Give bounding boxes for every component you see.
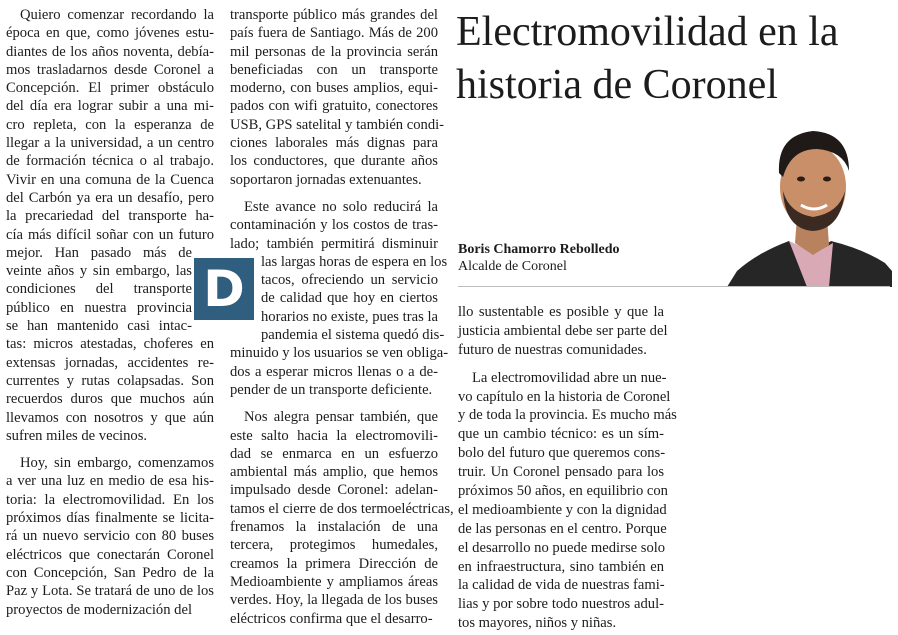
article-column-1 <box>6 6 214 619</box>
article-text-line: Concepción. El primer obstáculo <box>6 80 214 97</box>
article-text-line: eléctricos confirma que el desarro- <box>230 610 433 627</box>
paragraph-spacer <box>6 445 214 454</box>
article-text-line: y de toda la provincia. Es mucho más <box>458 407 677 424</box>
article-text-line: próximos 50 años, en equilibrio con <box>458 483 668 500</box>
article-text-line: de calidad que hoy en ciertos <box>261 290 438 307</box>
article-text-line: toria: la electromovilidad. En los <box>6 491 214 508</box>
article-text-line: llegar a la universidad, a un centro <box>6 135 214 152</box>
author-role: Alcalde de Coronel <box>458 259 567 274</box>
article-text-line: público en nuestra provincia <box>6 299 192 316</box>
article-text-line: del Carbón ya era un desafío, pero <box>6 189 214 206</box>
article-text-line: futuro de nuestras comunidades. <box>458 341 647 358</box>
article-text-line: eléctricos que conectarán Coronel <box>6 546 214 563</box>
article-text-line: tas: micros atestadas, choferes en <box>6 336 214 353</box>
article-text-line: se han mantenido casi intac- <box>6 318 192 335</box>
article-title <box>456 6 896 112</box>
article-text-line: currentes y rutas colapsadas. Son <box>6 372 214 389</box>
article-text-line: tamos el cierre de dos termoeléctricas, <box>230 500 454 517</box>
article-text-line: diantes de los años noventa, debía- <box>6 43 214 60</box>
article-text-line: del día era lograr subir a una mi- <box>6 98 214 115</box>
article-text-line: en infraestructura, sino también en <box>458 558 664 575</box>
article-text-line: cro repleta, con la esperanza de <box>6 116 214 133</box>
article-text-line: Hoy, sin embargo, comenzamos <box>20 455 214 472</box>
article-text-line: dos a esperar micros llenas o a de- <box>230 363 438 380</box>
article-text-line: tos mayores, niños y niñas. <box>458 615 617 632</box>
paragraph-spacer <box>458 360 664 369</box>
article-text-line: justicia ambiental debe ser parte del <box>458 322 668 339</box>
article-text-line: soportaron jornadas extenuantes. <box>230 171 422 188</box>
article-text-line: Vivir en una comuna de la Cuenca <box>6 171 214 188</box>
article-text-line: USB, GPS satelital y también condi- <box>230 116 445 133</box>
author-name: Boris Chamorro Rebolledo <box>458 242 620 257</box>
article-text-line: llo sustentable es posible y que la <box>458 304 664 320</box>
article-text-line: la precariedad del transporte ha- <box>6 208 214 225</box>
article-text-line: de formación técnica o al trabajo. <box>6 153 214 170</box>
article-text-line: el medioambiente y con la dignidad <box>458 501 667 518</box>
article-text-line: horarios no existe, pues tras la <box>261 308 438 325</box>
article-text-line: minuido y los usuarios se ven obliga- <box>230 345 449 362</box>
divider <box>458 286 890 287</box>
article-text-line: Nos alegra pensar también, que <box>244 409 438 426</box>
article-text-line: la calidad de vida de nuestras fami- <box>458 577 665 594</box>
article-text-line: con Concepción, San Pedro de la <box>6 564 214 581</box>
article-text-line: veinte años y sin embargo, las <box>6 263 192 280</box>
article-text-line: mejor. Han pasado más de <box>6 244 192 261</box>
article-text-line: pandemia el sistema quedó dis- <box>261 327 445 344</box>
article-text-line: truir. Un Coronel pensado para los <box>458 464 664 481</box>
paragraph-spacer <box>230 399 438 408</box>
article-text-line: los conductores, que durante años <box>230 153 438 170</box>
drop-cap: D <box>194 258 254 320</box>
article-text-line: impulsado desde Coronel: adelan- <box>230 482 438 499</box>
article-text-line: rá un nuevo servicio con 80 buses <box>6 528 214 545</box>
article-text-line: recuerdos duros que muchos aún <box>6 391 214 408</box>
article-text-line: bolo del futuro que queremos cons- <box>458 445 666 462</box>
article-text-line: proyectos de modernización del <box>6 601 192 618</box>
article-text-line: Paz y Lota. Se tratará de uno de los <box>6 583 214 600</box>
article-text-line: La electromovilidad abre un nue- <box>472 369 667 386</box>
article-text-line: próximos días finalmente se licita- <box>6 510 214 527</box>
article-text-line: el desarrollo no puede medirse solo <box>458 539 666 556</box>
paragraph-spacer <box>230 189 438 198</box>
article-text-line: transporte público más grandes del <box>230 7 438 23</box>
article-text-line: este salto hacia la electromovili- <box>230 427 438 444</box>
article-text-line: época en que, como jóvenes estu- <box>6 25 214 42</box>
article-text-line: Medioambiente y ampliamos áreas <box>230 573 438 590</box>
article-text-line: Este avance no solo reducirá la <box>244 198 438 215</box>
article-text-line: Quiero comenzar recordando la <box>20 7 214 23</box>
article-text-line: llevamos con nosotros y que aún <box>6 409 214 426</box>
article-column-3 <box>458 303 677 633</box>
article-text-line: creamos la primera Dirección de <box>230 555 438 572</box>
article-text-line: las largas horas de espera en los <box>261 253 448 270</box>
article-text-line: tacos, ofreciendo un servicio <box>261 272 438 289</box>
article-text-line: pender de un transporte deficiente. <box>230 381 433 398</box>
article-text-line: país fuera de Santiago. Más de 200 <box>230 25 438 42</box>
article-text-line: cía más difícil soñar con un futuro <box>6 226 214 243</box>
article-text-line: dad se enmarca en un esfuerzo <box>230 445 438 462</box>
title-line: historia de Coronel <box>456 62 778 108</box>
article-text-line: lias y por sobre todo nuestros adul- <box>458 596 664 613</box>
article-column-2 <box>230 6 454 628</box>
article-text-line: frenamos la instalación de una <box>230 519 438 536</box>
article-text-line: sufren miles de vecinos. <box>6 427 148 444</box>
article-text-line: pados con wifi gratuito, conectores <box>230 98 438 115</box>
article-text-line: a ver una luz en medio de esa his- <box>6 473 214 490</box>
article-text-line: condiciones del transporte <box>6 281 192 298</box>
article-text-line: mil personas de la provincia serán <box>230 43 438 60</box>
article-text-line: lado; también permitirá disminuir <box>230 235 438 252</box>
title-line: Electromovilidad en la <box>456 9 839 55</box>
article-text-line: ciones laborales más dignas para <box>230 135 438 152</box>
article-text-line: beneficiadas con un transporte <box>230 61 438 78</box>
article-text-line: ambiental más amplio, que hemos <box>230 464 438 481</box>
article-text-line: verdes. Hoy, la llegada de los buses <box>230 592 438 609</box>
article-text-line: vo capítulo en la historia de Coronel <box>458 388 671 405</box>
article-text-line: de las personas en el centro. Porque <box>458 520 667 537</box>
article-text-line: contaminación y los costos de tras- <box>230 217 438 234</box>
article-text-line: tercera, protegimos humedales, <box>230 537 438 554</box>
article-text-line: moderno, con buses amplios, equi- <box>230 80 438 97</box>
author-photo <box>727 121 892 287</box>
article-text-line: extensas jornadas, accidentes re- <box>6 354 214 371</box>
article-text-line: que un cambio técnico: es un sím- <box>458 426 664 443</box>
article-text-line: mos trasladarnos desde Coronel a <box>6 61 214 78</box>
